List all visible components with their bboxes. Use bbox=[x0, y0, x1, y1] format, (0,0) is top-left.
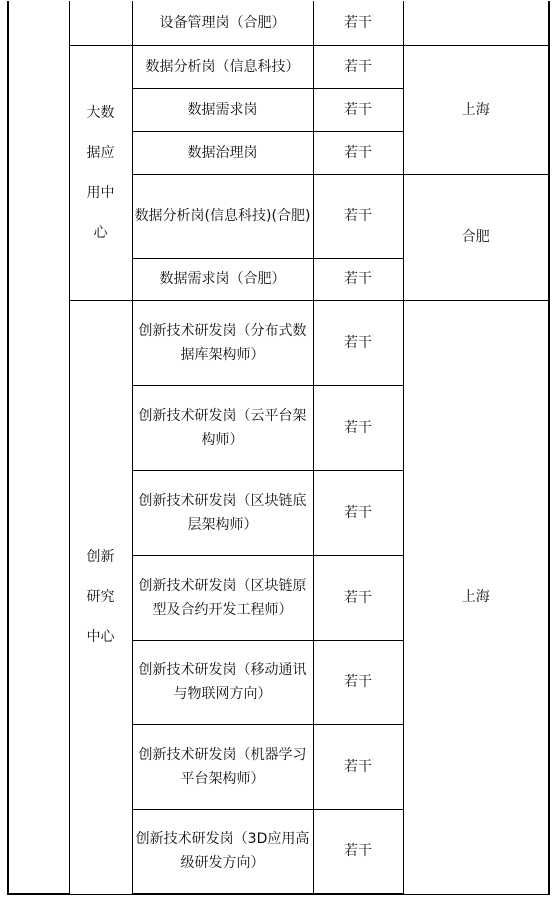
count-cell: 若干 bbox=[313, 300, 403, 385]
count-cell: 若干 bbox=[313, 724, 403, 809]
recruitment-table bbox=[7, 1, 550, 895]
department-cell bbox=[69, 1, 132, 45]
table-row bbox=[8, 300, 549, 385]
position-cell: 创新技术研发岗（移动通讯与物联网方向） bbox=[132, 640, 313, 724]
position-cell: 创新技术研发岗（分布式数据库架构师） bbox=[132, 300, 313, 385]
position-cell: 创新技术研发岗（云平台架构师） bbox=[132, 385, 313, 470]
position-cell: 创新技术研发岗（机器学习平台架构师） bbox=[132, 724, 313, 809]
position-cell: 设备管理岗（合肥） bbox=[132, 1, 313, 45]
count-cell: 若干 bbox=[313, 555, 403, 640]
count-cell: 若干 bbox=[313, 1, 403, 45]
position-cell: 数据需求岗 bbox=[132, 88, 313, 131]
location-cell: 上海 bbox=[403, 300, 549, 894]
count-cell: 若干 bbox=[313, 131, 403, 174]
count-cell: 若干 bbox=[313, 174, 403, 258]
position-cell: 数据分析岗（信息科技） bbox=[132, 45, 313, 88]
location-cell bbox=[403, 1, 549, 45]
position-cell: 数据治理岗 bbox=[132, 131, 313, 174]
outer-category-cell bbox=[8, 1, 69, 894]
count-cell: 若干 bbox=[313, 640, 403, 724]
location-cell: 上海 bbox=[403, 45, 549, 174]
count-cell: 若干 bbox=[313, 88, 403, 131]
position-cell: 创新技术研发岗（区块链底层架构师） bbox=[132, 470, 313, 555]
table-row bbox=[8, 45, 549, 88]
position-cell: 数据分析岗(信息科技)(合肥) bbox=[132, 174, 313, 258]
count-cell: 若干 bbox=[313, 385, 403, 470]
location-cell: 合肥 bbox=[403, 174, 549, 300]
table-row bbox=[8, 1, 549, 45]
count-cell: 若干 bbox=[313, 470, 403, 555]
position-cell: 创新技术研发岗（区块链原型及合约开发工程师） bbox=[132, 555, 313, 640]
department-cell: 创新研究中心 bbox=[69, 300, 132, 894]
position-cell: 创新技术研发岗（3D应用高级研发方向） bbox=[132, 809, 313, 894]
department-cell: 大数据应用中心 bbox=[69, 45, 132, 300]
count-cell: 若干 bbox=[313, 45, 403, 88]
position-cell: 数据需求岗（合肥） bbox=[132, 258, 313, 300]
count-cell: 若干 bbox=[313, 809, 403, 894]
count-cell: 若干 bbox=[313, 258, 403, 300]
